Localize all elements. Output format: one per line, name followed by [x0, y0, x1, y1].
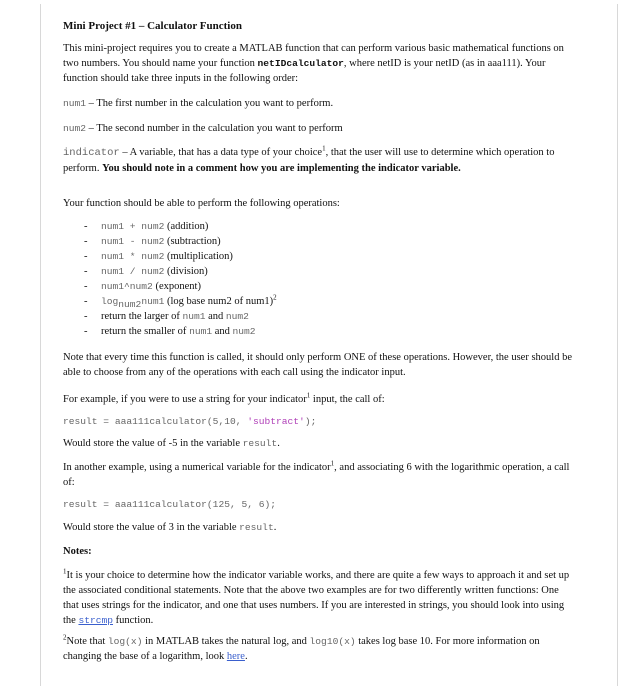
list-item: - num1 + num2 (addition) [84, 221, 209, 232]
footnote-text: It is your choice to determine how the indicator variable works, and there are quite a few ways to approach it and set up the associated conditional statements. Note that the above two examples are for two differently written functions: One that uses strings for the indicator, and one that uses numbers. If you are interested in strings, you should look into using the [63, 570, 570, 626]
list-item: - num1 - num2 (subtraction) [84, 236, 221, 247]
document-title: Mini Project #1 – Calculator Function [63, 20, 242, 32]
op-code: num1 / num2 [101, 266, 165, 277]
indicator-code: indicator [63, 147, 120, 159]
example1-intro [63, 392, 573, 407]
log-base-sub: num2 [118, 299, 142, 311]
footnote-ref: 1 [330, 459, 335, 468]
input-num2 [63, 121, 573, 136]
code-line: result = aaa111calculator(5,10, [63, 416, 248, 427]
op-desc: and [205, 311, 226, 322]
here-link[interactable]: here [226, 651, 245, 662]
result-code: result [242, 438, 278, 449]
result-text: Would store the value of 3 in the variable [63, 522, 240, 533]
op-code: num1 [182, 311, 206, 322]
intro-text-end: , where netID is your netID (as in aaa111). Your function should take three inputs in the following order: [63, 58, 546, 84]
example1-text-2: input, the call of: [310, 394, 385, 405]
footnote-ref: 2 [273, 293, 277, 302]
footnote-1 [63, 568, 573, 628]
result-text: Would store the value of -5 in the variable [63, 438, 243, 449]
log-code: log(x) [107, 636, 143, 647]
footnote-ref: 1 [306, 391, 311, 400]
indicator-bold-note: You should note in a comment how you are implementing the indicator variable. [102, 163, 461, 174]
example1-code [63, 414, 573, 429]
footnote-text: takes log base 10. For more information on changing the base of a logarithm, look [63, 636, 540, 662]
footnote-text: Note that [66, 636, 108, 647]
op-desc: (subtraction) [164, 236, 221, 247]
footnote-text: in MATLAB takes the natural log, and [142, 636, 310, 647]
log10-code: log10(x) [309, 636, 356, 647]
operations-list [84, 219, 564, 339]
list-item: - num1^num2 (exponent) [84, 281, 201, 292]
input-num1 [63, 96, 573, 111]
op-desc: return the smaller of [101, 326, 190, 337]
list-item: - num1 * num2 (multiplication) [84, 251, 233, 262]
op-code: num1^num2 [101, 281, 153, 292]
example2-text-2: , and associating 6 with the logarithmic operation, a call of: [63, 462, 570, 488]
footnote-ref: 1 [322, 144, 326, 153]
list-item: - return the smaller of num1 and num2 [84, 326, 256, 337]
code-line-end: ); [304, 416, 317, 427]
result-code: result [239, 522, 274, 533]
indicator-text-2: , that the user will use to determine which operation to perform. [63, 147, 555, 174]
notes-heading: Notes: [63, 546, 92, 557]
example2-result [63, 520, 573, 535]
example1-text: For example, if you were to use a string for your indicator [63, 394, 307, 405]
op-code: num1 [189, 326, 213, 337]
op-code: num1 + num2 [101, 221, 165, 232]
op-code: num1 * num2 [101, 251, 165, 262]
footnote-text-end: . [244, 651, 248, 662]
example2-text: In another example, using a numerical variable for the indicator [63, 462, 331, 473]
list-item: - return the larger of num1 and num2 [84, 311, 249, 322]
input-indicator [63, 145, 573, 176]
result-text-end: . [273, 522, 277, 533]
num2-desc: – The second number in the calculation you want to perform [86, 123, 343, 134]
op-desc: (division) [164, 266, 208, 277]
op-desc: (log base num2 of num1) [164, 296, 274, 307]
op-desc: return the larger of [101, 311, 183, 322]
log-arg-code: num1 [141, 296, 165, 307]
list-item: - $\log_{num2}num1$ (log base num2 of num1)$^2$ [84, 293, 277, 311]
log-code: log [101, 296, 119, 307]
footnote-marker: 2 [63, 633, 67, 642]
footnote-2 [63, 634, 573, 664]
op-code: num2 [232, 326, 256, 337]
footnote-marker: 1 [63, 567, 67, 576]
intro-paragraph [63, 41, 573, 86]
operations-intro: Your function should be able to perform the following operations: [63, 198, 340, 209]
num1-desc: – The first number in the calculation you want to perform. [86, 98, 334, 109]
indicator-text: – A variable, that has a data type of your choice [119, 147, 323, 158]
op-code: num2 [225, 311, 249, 322]
num1-code: num1 [63, 98, 87, 109]
strcmp-link[interactable]: strcmp [78, 615, 113, 626]
list-item: - num1 / num2 (division) [84, 266, 208, 277]
function-name-code: netIDcalculator [257, 58, 344, 69]
code-string: 'subtract' [247, 416, 305, 427]
single-operation-note: Note that every time this function is called, it should only perform ONE of these operations. However, the user should be able to choose from any of the operations with each call using the indicator input. [63, 352, 572, 378]
op-code: num1 - num2 [101, 236, 165, 247]
op-desc: (exponent) [152, 281, 201, 292]
footnote-text-end: function. [113, 615, 154, 626]
example1-result [63, 436, 573, 451]
intro-text: This mini-project requires you to create a MATLAB function that can perform various basic mathematical functions on two numbers. You should name your function [63, 43, 564, 69]
example2-intro [63, 460, 573, 490]
op-desc: and [212, 326, 233, 337]
op-desc: (multiplication) [164, 251, 233, 262]
op-desc: (addition) [164, 221, 209, 232]
num2-code: num2 [63, 123, 87, 134]
example2-code: result = aaa111calculator(125, 5, 6); [63, 499, 277, 510]
result-text-end: . [277, 438, 280, 449]
